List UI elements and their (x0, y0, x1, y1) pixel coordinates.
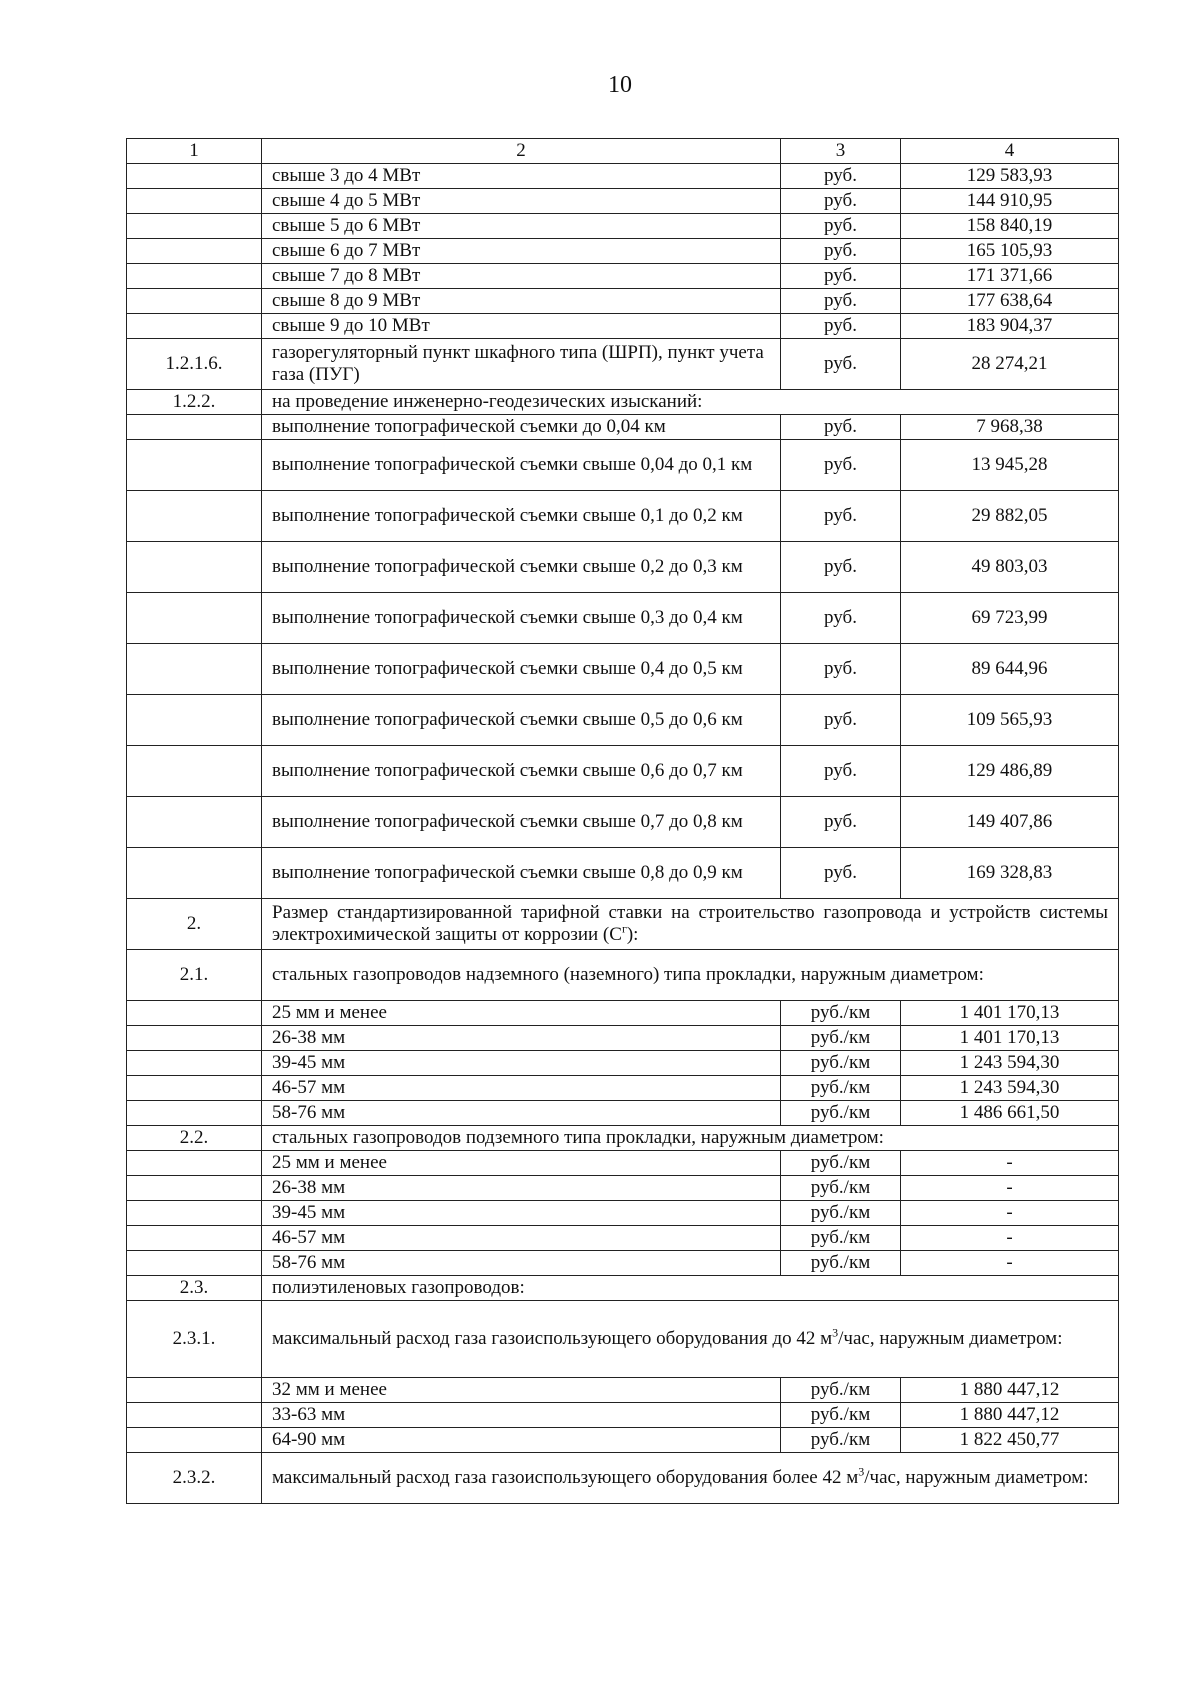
row-value: 89 644,96 (901, 644, 1119, 695)
row-description: выполнение топографической съемки свыше 0,4 до 0,5 км (262, 644, 781, 695)
row-number (127, 746, 262, 797)
row-description: 32 мм и менее (262, 1378, 781, 1403)
row-description: выполнение топографической съемки свыше 0,2 до 0,3 км (262, 542, 781, 593)
table-row (127, 1226, 1119, 1251)
row-unit: руб./км (781, 1226, 901, 1251)
row-value: 69 723,99 (901, 593, 1119, 644)
row-value: 49 803,03 (901, 542, 1119, 593)
table-row (127, 644, 1119, 695)
row-description: выполнение топографической съемки до 0,04 км (262, 415, 781, 440)
row-unit: руб./км (781, 1176, 901, 1201)
table-row (127, 264, 1119, 289)
table-row (127, 491, 1119, 542)
table-row (127, 214, 1119, 239)
row-number (127, 1251, 262, 1276)
section-number: 2. (127, 899, 262, 950)
row-value: - (901, 1201, 1119, 1226)
tariff-table (126, 138, 1119, 1504)
row-description: выполнение топографической съемки свыше 0,04 до 0,1 км (262, 440, 781, 491)
row-number (127, 440, 262, 491)
section-row (127, 899, 1119, 950)
table-row (127, 239, 1119, 264)
row-number (127, 264, 262, 289)
row-unit: руб. (781, 289, 901, 314)
row-value: 1 243 594,30 (901, 1076, 1119, 1101)
table-row (127, 164, 1119, 189)
section-title-text: Размер стандартизированной тарифной ставки на строительство газопровода и устройств системы электрохимической защиты от коррозии (С (272, 902, 1108, 945)
row-value: 1 401 170,13 (901, 1026, 1119, 1051)
row-description: выполнение топографической съемки свыше 0,7 до 0,8 км (262, 797, 781, 848)
table-row (127, 1201, 1119, 1226)
row-description: свыше 4 до 5 МВт (262, 189, 781, 214)
row-number (127, 1201, 262, 1226)
row-value: 28 274,21 (901, 339, 1119, 390)
table-row (127, 1403, 1119, 1428)
row-description: 46-57 мм (262, 1076, 781, 1101)
row-unit: руб. (781, 339, 901, 390)
section-title (262, 899, 1119, 950)
section-title-superscript: 3 (858, 1464, 865, 1479)
row-unit: руб. (781, 593, 901, 644)
section-row (127, 1126, 1119, 1151)
row-description: 33-63 мм (262, 1403, 781, 1428)
section-number: 2.3. (127, 1276, 262, 1301)
row-value: 29 882,05 (901, 491, 1119, 542)
row-number (127, 1428, 262, 1453)
section-title-superscript: г (621, 921, 627, 936)
table-row (127, 1051, 1119, 1076)
section-row (127, 390, 1119, 415)
header-col-4: 4 (901, 139, 1119, 164)
table-row (127, 339, 1119, 390)
row-value: 1 486 661,50 (901, 1101, 1119, 1126)
row-value: 13 945,28 (901, 440, 1119, 491)
row-description: 25 мм и менее (262, 1151, 781, 1176)
table-row (127, 1101, 1119, 1126)
row-value: 165 105,93 (901, 239, 1119, 264)
row-value: 169 328,83 (901, 848, 1119, 899)
row-value: - (901, 1151, 1119, 1176)
table-row (127, 1076, 1119, 1101)
row-description: свыше 3 до 4 МВт (262, 164, 781, 189)
row-description: 25 мм и менее (262, 1001, 781, 1026)
row-value: 109 565,93 (901, 695, 1119, 746)
row-description: свыше 5 до 6 МВт (262, 214, 781, 239)
table-row (127, 1001, 1119, 1026)
row-unit: руб./км (781, 1403, 901, 1428)
table-row (127, 797, 1119, 848)
section-title-text-end: /час, наружным диаметром: (864, 1467, 1089, 1489)
row-unit: руб./км (781, 1151, 901, 1176)
table-row (127, 1378, 1119, 1403)
section-title-text-end: ): (626, 924, 639, 945)
tariff-table-body (127, 139, 1119, 1504)
row-description: 58-76 мм (262, 1251, 781, 1276)
row-number (127, 797, 262, 848)
row-description: газорегуляторный пункт шкафного типа (ШРП), пункт учета газа (ПУГ) (262, 339, 781, 390)
row-unit: руб. (781, 239, 901, 264)
row-description: свыше 9 до 10 МВт (262, 314, 781, 339)
row-value: 144 910,95 (901, 189, 1119, 214)
table-row (127, 415, 1119, 440)
row-number (127, 542, 262, 593)
row-unit: руб./км (781, 1251, 901, 1276)
row-unit: руб./км (781, 1001, 901, 1026)
table-row (127, 848, 1119, 899)
row-unit: руб. (781, 542, 901, 593)
table-row (127, 542, 1119, 593)
table-row (127, 1026, 1119, 1051)
table-row (127, 1251, 1119, 1276)
row-value: 158 840,19 (901, 214, 1119, 239)
row-number (127, 491, 262, 542)
section-title-text-end: /час, наружным диаметром: (838, 1328, 1063, 1350)
table-row (127, 593, 1119, 644)
row-value: 1 880 447,12 (901, 1378, 1119, 1403)
row-description: 39-45 мм (262, 1051, 781, 1076)
section-title-superscript: 3 (832, 1325, 839, 1340)
row-value: 1 822 450,77 (901, 1428, 1119, 1453)
row-value: 1 243 594,30 (901, 1051, 1119, 1076)
row-unit: руб. (781, 264, 901, 289)
row-unit: руб./км (781, 1378, 901, 1403)
row-number (127, 189, 262, 214)
row-value: 1 880 447,12 (901, 1403, 1119, 1428)
table-row (127, 440, 1119, 491)
row-description: выполнение топографической съемки свыше 0,6 до 0,7 км (262, 746, 781, 797)
row-number (127, 214, 262, 239)
table-row (127, 1176, 1119, 1201)
table-row (127, 1428, 1119, 1453)
row-unit: руб./км (781, 1201, 901, 1226)
row-description: выполнение топографической съемки свыше 0,1 до 0,2 км (262, 491, 781, 542)
row-value: 149 407,86 (901, 797, 1119, 848)
row-number (127, 415, 262, 440)
row-description: выполнение топографической съемки свыше 0,3 до 0,4 км (262, 593, 781, 644)
row-unit: руб. (781, 189, 901, 214)
row-unit: руб./км (781, 1076, 901, 1101)
row-unit: руб. (781, 164, 901, 189)
row-number (127, 1176, 262, 1201)
page-number: 10 (608, 72, 632, 98)
row-description: 26-38 мм (262, 1176, 781, 1201)
row-unit: руб./км (781, 1101, 901, 1126)
row-unit: руб./км (781, 1428, 901, 1453)
row-number (127, 239, 262, 264)
header-col-3: 3 (781, 139, 901, 164)
row-description: выполнение топографической съемки свыше 0,8 до 0,9 км (262, 848, 781, 899)
row-value: 129 486,89 (901, 746, 1119, 797)
row-value: 129 583,93 (901, 164, 1119, 189)
header-col-1: 1 (127, 139, 262, 164)
row-number (127, 1151, 262, 1176)
section-number: 2.2. (127, 1126, 262, 1151)
section-number: 1.2.2. (127, 390, 262, 415)
row-unit: руб. (781, 440, 901, 491)
table-row (127, 1151, 1119, 1176)
row-number (127, 1051, 262, 1076)
row-number (127, 289, 262, 314)
row-unit: руб. (781, 644, 901, 695)
row-description: 26-38 мм (262, 1026, 781, 1051)
section-title (262, 1453, 1119, 1504)
section-title: полиэтиленовых газопроводов: (262, 1276, 1119, 1301)
row-value: - (901, 1176, 1119, 1201)
row-unit: руб. (781, 491, 901, 542)
section-title (262, 1301, 1119, 1378)
table-row (127, 746, 1119, 797)
row-unit: руб./км (781, 1026, 901, 1051)
section-number: 2.3.1. (127, 1301, 262, 1378)
section-row (127, 1301, 1119, 1378)
section-title: стальных газопроводов подземного типа прокладки, наружным диаметром: (262, 1126, 1119, 1151)
row-unit: руб. (781, 415, 901, 440)
row-number (127, 1378, 262, 1403)
section-row (127, 1276, 1119, 1301)
row-value: - (901, 1251, 1119, 1276)
row-unit: руб. (781, 695, 901, 746)
section-row (127, 950, 1119, 1001)
table-row (127, 695, 1119, 746)
row-number (127, 593, 262, 644)
row-unit: руб. (781, 214, 901, 239)
row-number (127, 644, 262, 695)
row-description: свыше 6 до 7 МВт (262, 239, 781, 264)
section-number: 2.3.2. (127, 1453, 262, 1504)
row-description: 64-90 мм (262, 1428, 781, 1453)
row-number (127, 1076, 262, 1101)
row-unit: руб. (781, 746, 901, 797)
table-row (127, 314, 1119, 339)
row-number (127, 1226, 262, 1251)
table-row (127, 189, 1119, 214)
table-row (127, 289, 1119, 314)
row-unit: руб. (781, 848, 901, 899)
row-value: 171 371,66 (901, 264, 1119, 289)
row-description: 39-45 мм (262, 1201, 781, 1226)
section-title: на проведение инженерно-геодезических изысканий: (262, 390, 1119, 415)
table-header-row (127, 139, 1119, 164)
section-title-text: максимальный расход газа газоиспользующего оборудования до 42 м (272, 1328, 833, 1350)
section-title-text: максимальный расход газа газоиспользующего оборудования более 42 м (272, 1467, 859, 1489)
row-value: 177 638,64 (901, 289, 1119, 314)
row-unit: руб. (781, 314, 901, 339)
row-value: 7 968,38 (901, 415, 1119, 440)
section-title: стальных газопроводов надземного (наземного) типа прокладки, наружным диаметром: (262, 950, 1119, 1001)
row-number (127, 1403, 262, 1428)
row-number (127, 164, 262, 189)
row-description: свыше 8 до 9 МВт (262, 289, 781, 314)
row-description: свыше 7 до 8 МВт (262, 264, 781, 289)
section-row (127, 1453, 1119, 1504)
row-value: 183 904,37 (901, 314, 1119, 339)
row-unit: руб. (781, 797, 901, 848)
row-description: 46-57 мм (262, 1226, 781, 1251)
row-number: 1.2.1.6. (127, 339, 262, 390)
section-number: 2.1. (127, 950, 262, 1001)
row-number (127, 1101, 262, 1126)
header-col-2: 2 (262, 139, 781, 164)
row-number (127, 848, 262, 899)
row-value: 1 401 170,13 (901, 1001, 1119, 1026)
row-description: выполнение топографической съемки свыше 0,5 до 0,6 км (262, 695, 781, 746)
row-number (127, 695, 262, 746)
row-value: - (901, 1226, 1119, 1251)
row-description: 58-76 мм (262, 1101, 781, 1126)
row-unit: руб./км (781, 1051, 901, 1076)
row-number (127, 1026, 262, 1051)
row-number (127, 314, 262, 339)
row-number (127, 1001, 262, 1026)
